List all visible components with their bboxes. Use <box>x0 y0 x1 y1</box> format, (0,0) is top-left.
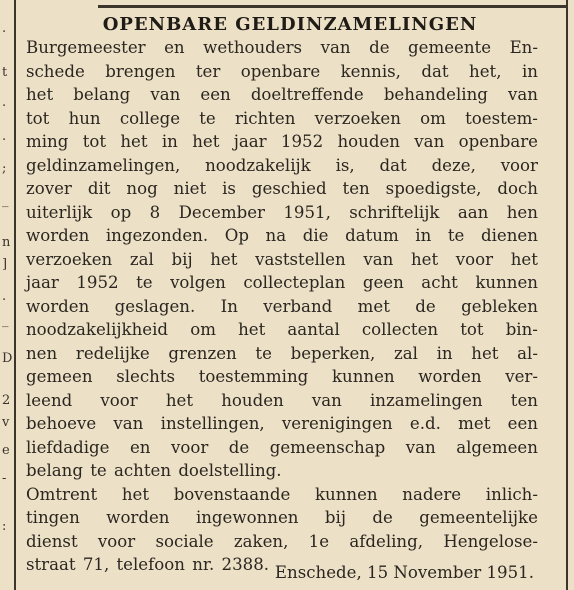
body-line: noodzakelijkheid om het aantal collecten tot bin- <box>26 320 538 339</box>
margin-fragment: _ <box>2 193 9 208</box>
margin-fragment: . <box>2 129 7 144</box>
margin-fragment: _ <box>2 313 9 328</box>
margin-fragment: e <box>2 443 10 458</box>
body-line: liefdadige en voor de gemeenschap van algemeen <box>26 437 538 457</box>
margin-fragment: D <box>2 351 13 366</box>
margin-fragment: . <box>2 289 7 304</box>
body-line: leend voor het houden van inzamelingen ten <box>26 390 538 410</box>
body-line: geldinzamelingen, noodzakelijk is, dat deze, voor <box>26 155 538 175</box>
margin-fragment: . <box>2 95 7 110</box>
margin-fragment: v <box>2 415 10 430</box>
body-line: tot hun college te richten verzoeken om toestem- <box>26 108 538 128</box>
body-line: belang te achten doelstelling. <box>26 461 282 480</box>
body-line: verzoeken zal bij het vaststellen van het voor het <box>26 249 538 269</box>
body-line: het belang van een doeltreffende behandeling van <box>26 85 538 104</box>
top-rule <box>98 5 566 8</box>
body-line: jaar 1952 te volgen collecteplan geen acht kunnen <box>26 273 538 292</box>
body-line: behoeve van instellingen, verenigingen e.d. met een <box>26 414 538 433</box>
margin-fragment: 2 <box>2 393 11 408</box>
body-line: straat 71, telefoon nr. 2388. <box>26 555 270 574</box>
margin-fragment: ; <box>2 161 7 176</box>
notice-headline: OPENBARE GELDINZAMELINGEN <box>102 14 478 35</box>
body-line: worden geslagen. In verband met de gebleken <box>26 296 538 316</box>
margin-fragment: t <box>2 65 8 80</box>
body-line: Burgemeester en wethouders van de gemeente En- <box>26 38 538 57</box>
margin-fragment: . <box>2 21 7 36</box>
left-column-rule <box>14 0 16 590</box>
body-line: nen redelijke grenzen te beperken, zal in het al- <box>26 343 538 363</box>
right-column-rule <box>566 0 568 590</box>
body-line: ming tot het in het jaar 1952 houden van openbare <box>26 132 538 151</box>
body-line: zover dit nog niet is geschied ten spoedigste, doch <box>26 179 538 198</box>
body-line: gemeen slechts toestemming kunnen worden ver- <box>26 367 538 386</box>
body-line: Omtrent het bovenstaande kunnen nadere inlich- <box>26 484 538 504</box>
notice-body <box>26 36 538 577</box>
margin-fragment: n <box>2 235 11 250</box>
margin-fragment: - <box>2 471 7 486</box>
notice-signature: Enschede, 15 November 1951. <box>274 563 534 582</box>
body-line: worden ingezonden. Op na die datum in te dienen <box>26 226 538 245</box>
body-line: schede brengen ter openbare kennis, dat het, in <box>26 61 538 81</box>
body-line: tingen worden ingewonnen bij de gemeentelijke <box>26 508 538 527</box>
body-line: uiterlijk op 8 December 1951, schriftelijk aan hen <box>26 202 538 222</box>
margin-fragment: : <box>2 519 7 534</box>
body-line: dienst voor sociale zaken, 1e afdeling, Hengelose- <box>26 531 538 551</box>
margin-fragment: ] <box>2 257 8 272</box>
